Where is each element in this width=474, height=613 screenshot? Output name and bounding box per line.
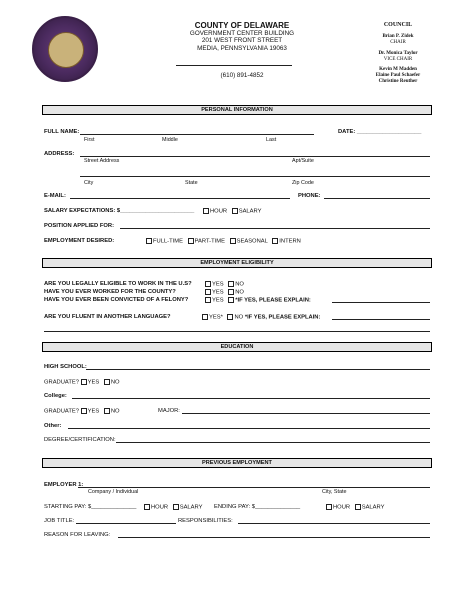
phone-label: PHONE: xyxy=(298,193,321,199)
council-caption: COUNCIL xyxy=(383,22,413,28)
graduate-label: GRADUATE? xyxy=(44,408,80,415)
worked-yes-checkbox[interactable] xyxy=(205,289,211,295)
felony-explain-label: *IF YES, PLEASE EXPLAIN: xyxy=(235,297,311,304)
other-education-field[interactable] xyxy=(68,428,430,429)
high-school-label: HIGH SCHOOL: xyxy=(44,364,87,370)
employer-1-field[interactable] xyxy=(78,487,430,488)
intern-checkbox[interactable] xyxy=(272,238,278,244)
end-salary-checkbox[interactable] xyxy=(355,504,361,510)
no-label: NO xyxy=(235,281,244,288)
hs-graduate-yes-checkbox[interactable] xyxy=(81,379,87,385)
felony-yes-checkbox[interactable] xyxy=(205,297,211,303)
major-field[interactable] xyxy=(182,413,430,414)
date-field[interactable]: DATE: ____________________ xyxy=(338,129,422,135)
council-member: Kevin M Madden xyxy=(379,67,417,73)
college-field[interactable] xyxy=(72,398,430,399)
job-title-label: JOB TITLE: xyxy=(44,518,75,524)
city-state-caption: City, State xyxy=(322,489,347,495)
language-yes-checkbox[interactable] xyxy=(202,314,208,320)
company-caption: Company / Individual xyxy=(88,489,139,495)
salary-label: SALARY xyxy=(179,504,203,511)
job-title-field[interactable] xyxy=(76,523,176,524)
yes-label: YES xyxy=(212,289,224,296)
start-hour-checkbox[interactable] xyxy=(144,504,150,510)
college-graduate-no-checkbox[interactable] xyxy=(104,408,110,414)
salary-expectations-field[interactable]: SALARY EXPECTATIONS: $_______________________ xyxy=(44,208,195,214)
worked-county-options xyxy=(205,289,244,296)
seasonal-checkbox[interactable] xyxy=(230,238,236,244)
hour-label: HOUR xyxy=(333,504,351,511)
full-name-field[interactable] xyxy=(80,134,314,135)
last-name-caption: Last xyxy=(266,137,277,143)
section-previous-employment: PREVIOUS EMPLOYMENT xyxy=(42,458,432,468)
part-time-checkbox[interactable] xyxy=(188,238,194,244)
yes-star-label: YES* xyxy=(209,314,223,321)
starting-pay-field[interactable]: STARTING PAY: $______________ xyxy=(44,504,137,510)
yes-label: YES xyxy=(87,408,100,415)
salary-label: SALARY xyxy=(361,504,385,511)
eligible-question: ARE YOU LEGALLY ELIGIBLE TO WORK IN THE U.S? xyxy=(44,281,192,287)
language-explain-label: *IF YES, PLEASE EXPLAIN: xyxy=(244,314,321,321)
street-address-field[interactable] xyxy=(80,156,430,157)
first-name-caption: First xyxy=(84,137,95,143)
worked-no-checkbox[interactable] xyxy=(228,289,234,295)
city-caption: City xyxy=(84,180,94,186)
felony-question: HAVE YOU EVER BEEN CONVICTED OF A FELONY? xyxy=(44,297,189,303)
employment-desired-label: EMPLOYMENT DESIRED: xyxy=(44,238,115,244)
section-personal-information: PERSONAL INFORMATION xyxy=(42,105,432,115)
college-label: College: xyxy=(44,393,67,399)
city-line: MEDIA, PENNSYLVANIA 19063 xyxy=(197,44,287,52)
apt-suite-caption: Apt/Suite xyxy=(292,158,314,164)
hour-checkbox[interactable] xyxy=(203,208,209,214)
no-label: NO xyxy=(234,314,244,321)
street-address-caption: Street Address xyxy=(84,158,120,164)
salary-type-options xyxy=(203,208,261,215)
ending-pay-field[interactable]: ENDING PAY: $______________ xyxy=(214,504,301,510)
hour-option-label: HOUR xyxy=(210,208,228,215)
language-question: ARE YOU FLUENT IN ANOTHER LANGUAGE? xyxy=(44,314,171,320)
email-label: E-MAIL: xyxy=(44,193,66,199)
intern-label: INTERN xyxy=(279,238,301,245)
graduate-label: GRADUATE? xyxy=(44,379,80,386)
yes-label: YES xyxy=(212,297,224,304)
email-field[interactable] xyxy=(70,198,290,199)
felony-options xyxy=(205,297,311,304)
eligible-no-checkbox[interactable] xyxy=(228,281,234,287)
county-title: COUNTY OF DELAWARE xyxy=(194,21,290,30)
county-phone: (610) 891-4852 xyxy=(220,72,264,79)
section-employment-eligibility: EMPLOYMENT ELIGIBILITY xyxy=(42,258,432,268)
address-label: ADDRESS: xyxy=(44,151,75,157)
responsibilities-field[interactable] xyxy=(238,523,430,524)
council-member: Christine Reuther xyxy=(378,79,418,85)
college-graduate-yes-checkbox[interactable] xyxy=(81,408,87,414)
no-label: NO xyxy=(110,408,120,415)
ending-pay-options xyxy=(326,504,384,511)
language-no-checkbox[interactable] xyxy=(227,314,233,320)
salary-option-label: SALARY xyxy=(238,208,262,215)
eligible-yes-checkbox[interactable] xyxy=(205,281,211,287)
county-address-block xyxy=(142,22,342,52)
college-graduate-row xyxy=(44,408,120,415)
hour-label: HOUR xyxy=(151,504,169,511)
language-explain-field[interactable] xyxy=(332,319,430,320)
position-applied-field[interactable] xyxy=(120,228,430,229)
middle-name-caption: Middle xyxy=(162,137,178,143)
council-block xyxy=(348,22,448,86)
salary-checkbox[interactable] xyxy=(232,208,238,214)
position-applied-label: POSITION APPLIED FOR: xyxy=(44,223,114,229)
yes-label: YES xyxy=(212,281,224,288)
eligible-options xyxy=(205,281,244,288)
council-role: CHAIR xyxy=(390,40,406,46)
county-seal-logo xyxy=(32,16,98,82)
full-time-checkbox[interactable] xyxy=(146,238,152,244)
other-education-label: Other: xyxy=(44,423,62,429)
reason-for-leaving-field[interactable] xyxy=(118,537,430,538)
worked-county-question: HAVE YOU EVER WORKED FOR THE COUNTY? xyxy=(44,289,176,295)
city-state-zip-field[interactable] xyxy=(80,176,430,177)
full-name-label: FULL NAME: xyxy=(44,129,80,135)
degree-certification-field[interactable] xyxy=(116,442,430,443)
no-label: NO xyxy=(110,379,120,386)
phone-field[interactable] xyxy=(324,198,430,199)
part-time-label: PART-TIME xyxy=(194,238,225,245)
starting-pay-options xyxy=(144,504,202,511)
zip-caption: Zip Code xyxy=(292,180,314,186)
council-member: Elaine Paul Schaefer xyxy=(375,73,421,79)
state-caption: State xyxy=(185,180,198,186)
start-salary-checkbox[interactable] xyxy=(173,504,179,510)
council-member: Brian P. Zidek xyxy=(382,34,414,40)
seasonal-label: SEASONAL xyxy=(236,238,268,245)
hs-graduate-no-checkbox[interactable] xyxy=(104,379,110,385)
degree-certification-label: DEGREE/CERTIFICATION: xyxy=(44,437,116,443)
responsibilities-label: RESPONSIBILITIES: xyxy=(178,518,233,524)
major-label: MAJOR: xyxy=(158,408,180,414)
employer-1-label: EMPLOYER 1: xyxy=(44,482,84,488)
council-member: Dr. Monica Taylor xyxy=(378,50,418,56)
yes-label: YES xyxy=(87,379,100,386)
language-explain-field-2[interactable] xyxy=(44,331,430,332)
felony-no-checkbox[interactable] xyxy=(228,297,234,303)
employment-type-options xyxy=(146,238,301,245)
street-line: 201 WEST FRONT STREET xyxy=(201,37,283,45)
building-line: GOVERNMENT CENTER BUILDING xyxy=(189,29,295,37)
language-options xyxy=(202,314,320,321)
council-role: VICE CHAIR xyxy=(383,56,413,62)
header-divider xyxy=(176,65,292,66)
hs-graduate-row xyxy=(44,379,120,386)
section-education: EDUCATION xyxy=(42,342,432,352)
felony-explain-field[interactable] xyxy=(332,302,430,303)
high-school-field[interactable] xyxy=(86,369,430,370)
full-time-label: FULL-TIME xyxy=(153,238,183,245)
reason-for-leaving-label: REASON FOR LEAVING: xyxy=(44,532,111,538)
end-hour-checkbox[interactable] xyxy=(326,504,332,510)
no-label: NO xyxy=(235,289,244,296)
